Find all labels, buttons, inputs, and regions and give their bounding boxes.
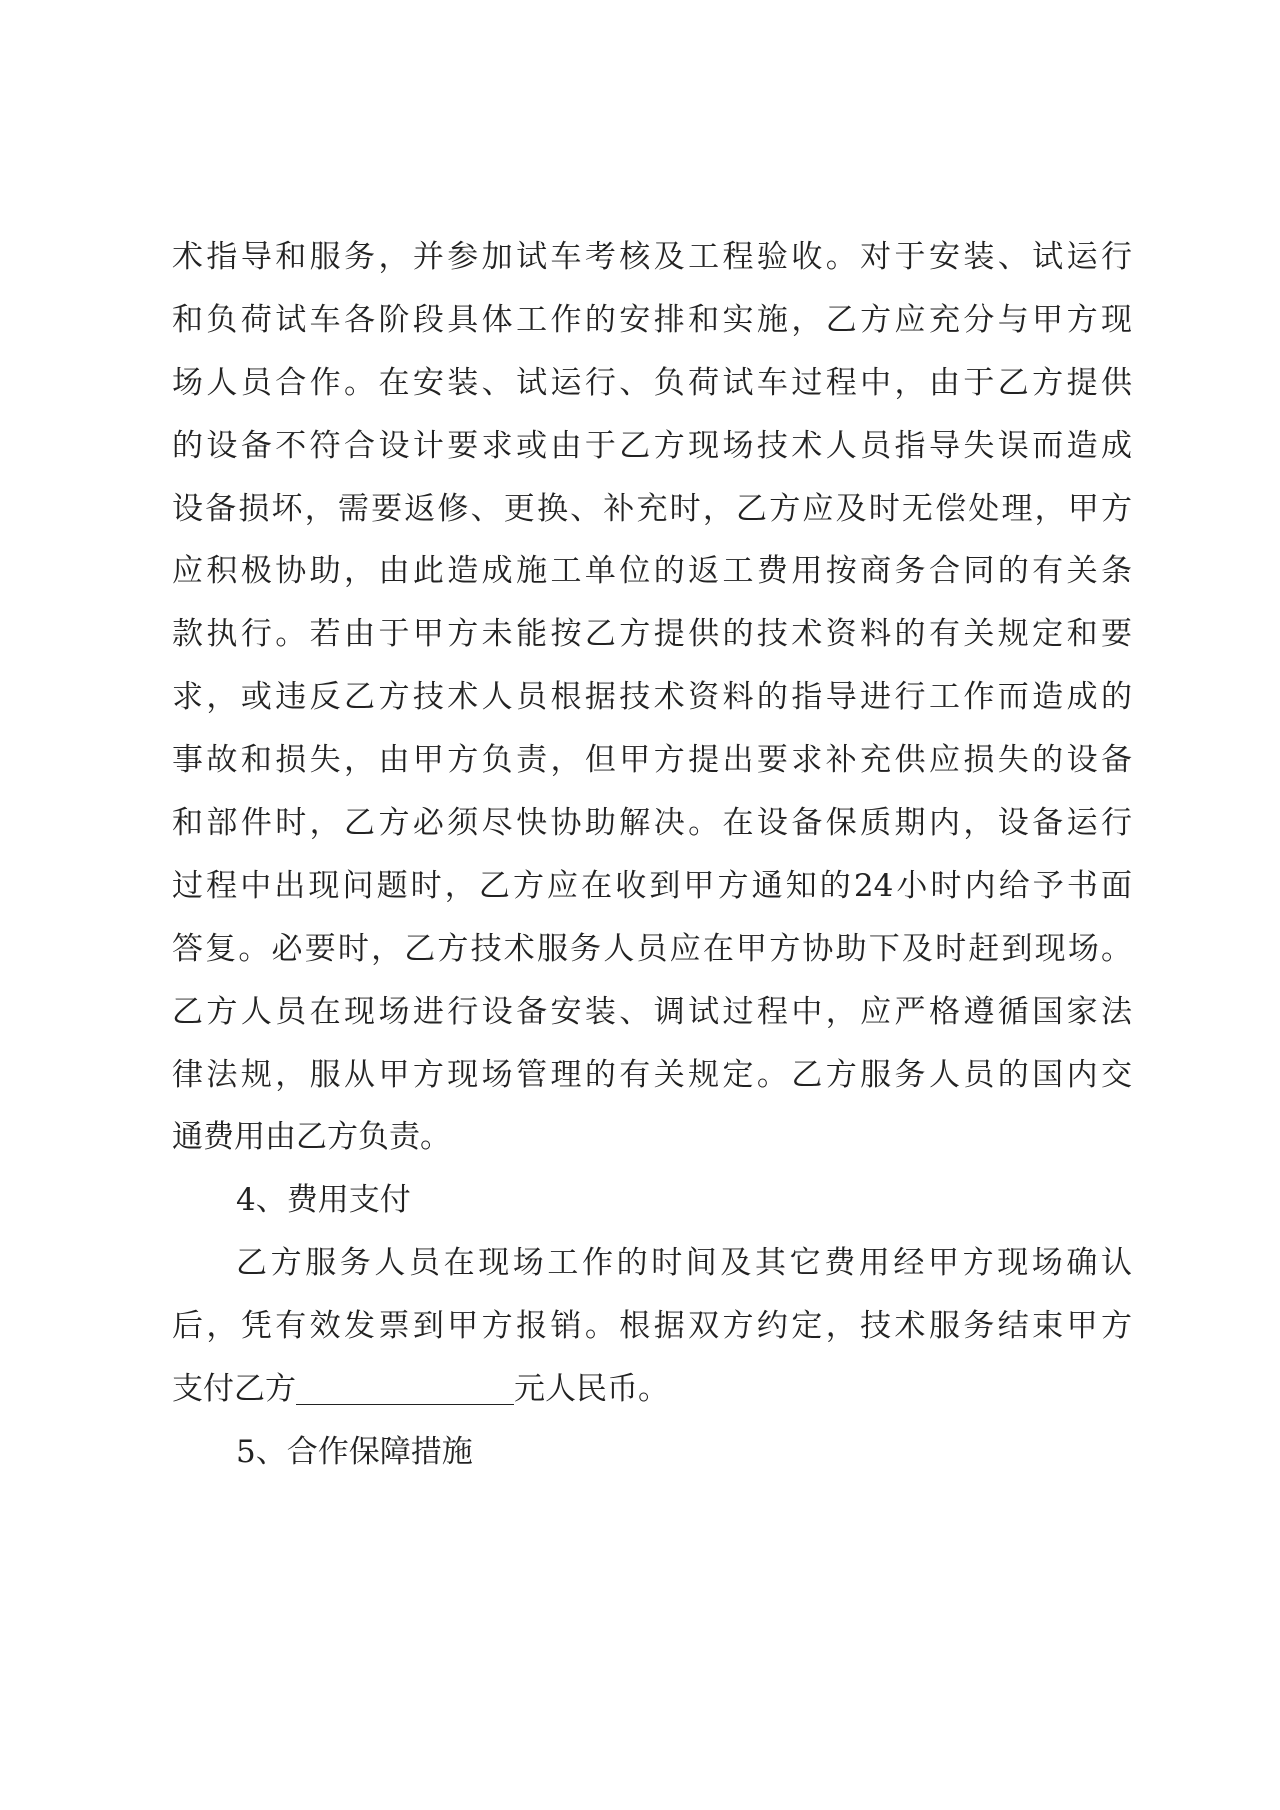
section-4-heading: 4、费用支付 [236,1182,411,1219]
body-line-11: 过程中出现问题时，乙方应在收到甲方通知的24小时内给予书面 [172,867,1132,904]
payment-prefix: 支付乙方 [172,1371,296,1408]
body-line-1: 术指导和服务，并参加试车考核及工程验收。对于安装、试运行 [172,239,1132,275]
body-line-10: 和部件时，乙方必须尽快协助解决。在设备保质期内，设备运行 [172,805,1132,842]
document-body [172,226,1132,1484]
body-line-14: 律法规，服从甲方现场管理的有关规定。乙方服务人员的国内交 [172,1056,1132,1093]
payment-amount-blank [296,1370,514,1405]
body-line-2: 和负荷试车各阶段具体工作的安排和实施，乙方应充分与甲方现 [172,301,1132,338]
body-line-13: 乙方人员在现场进行设备安装、调试过程中，应严格遵循国家法 [172,993,1132,1030]
body-line-9: 事故和损失，由甲方负责，但甲方提出要求补充供应损失的设备 [172,742,1132,779]
body-line-5: 设备损坏，需要返修、更换、补充时，乙方应及时无偿处理，甲方 [172,490,1132,527]
body-line-12: 答复。必要时，乙方技术服务人员应在甲方协助下及时赶到现场。 [172,930,1132,967]
body-line-3: 场人员合作。在安装、试运行、负荷试车过程中，由于乙方提供 [172,364,1132,401]
section-4-line-1: 乙方服务人员在现场工作的时间及其它费用经甲方现场确认 [236,1245,1132,1282]
body-line-8: 求，或违反乙方技术人员根据技术资料的指导进行工作而造成的 [172,679,1132,716]
section-4-line-2: 后，凭有效发票到甲方报销。根据双方约定，技术服务结束甲方 [172,1308,1132,1345]
payment-line [172,1358,1132,1421]
section-5-heading: 5、合作保障措施 [236,1433,473,1470]
body-line-7: 款执行。若由于甲方未能按乙方提供的技术资料的有关规定和要 [172,616,1132,653]
payment-suffix: 元人民币。 [514,1371,669,1408]
body-line-4: 的设备不符合设计要求或由于乙方现场技术人员指导失误而造成 [172,427,1132,464]
body-line-15: 通费用由乙方负责。 [172,1119,451,1156]
body-line-6: 应积极协助，由此造成施工单位的返工费用按商务合同的有关条 [172,553,1132,590]
